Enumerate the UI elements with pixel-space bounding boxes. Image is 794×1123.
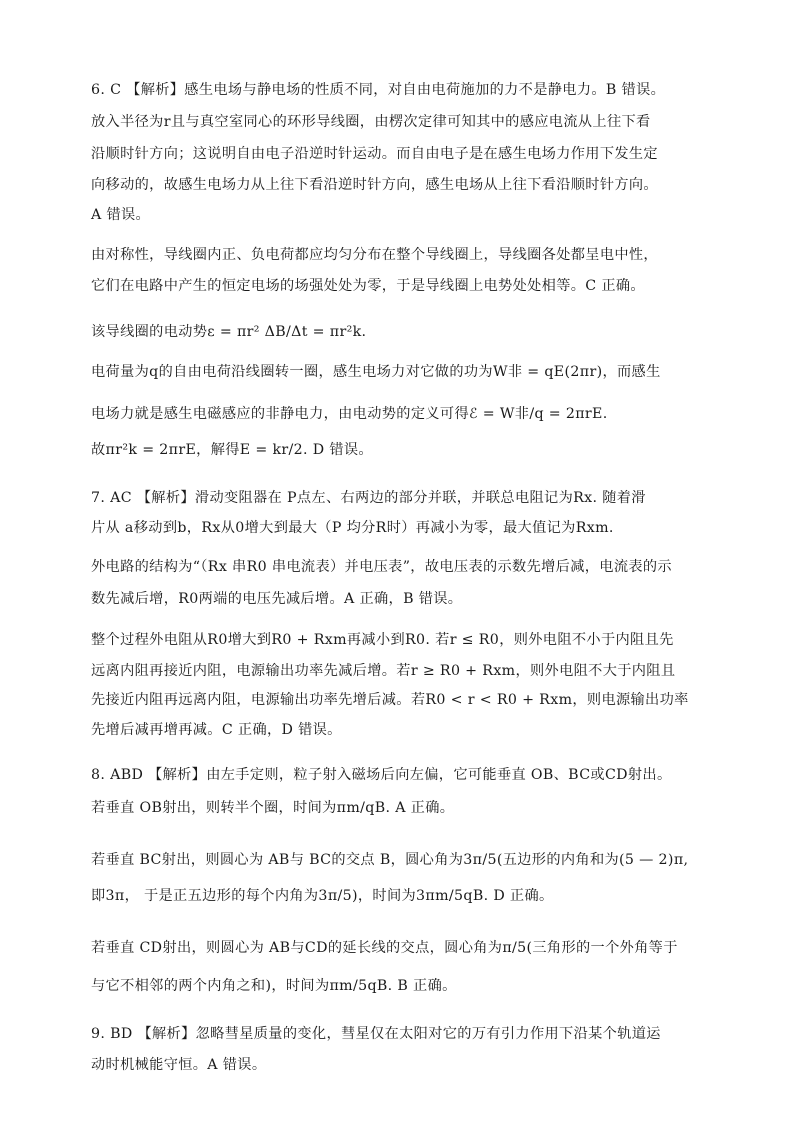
text-line: 电荷量为q的自由电荷沿线圈转一圈，感生电场力对它做的功为W非 = qE(2πr)，而感生	[91, 364, 661, 380]
text-line: 先增后减再增再减。C 正确，D 错误。	[91, 722, 342, 738]
text-line: 向移动的，故感生电场力从上往下看沿逆时针方向，感生电场从上往下看沿顺时针方向。	[91, 177, 658, 193]
formula-line: 若垂直 CD射出，则圆心为 AB与CD的延长线的交点，圆心角为π/5(三角形的一个外角等于	[91, 940, 678, 956]
formula-line: 若垂直 BC射出，则圆心为 AB与 BC的交点 B，圆心角为3π/5(五边形的内角和为(5 — 2)π,	[91, 852, 689, 868]
formula-line: 故πr²k = 2πrE，解得E = kr/2. D 错误。	[91, 442, 373, 458]
text-line: 由对称性，导线圈内正、负电荷都应均匀分布在整个导线圈上，导线圈各处都呈电中性，	[91, 247, 658, 263]
text-line: 整个过程外电阻从R0增大到R0 + Rxm再减小到R0. 若r ≤ R0，则外电阻不小于内阻且先	[91, 632, 674, 648]
formula-line: 与它不相邻的两个内角之和)，时间为πm/5qB. B 正确。	[91, 978, 457, 994]
formula-line: 若垂直 OB射出，则转半个圈，时间为πm/qB. A 正确。	[91, 800, 455, 816]
formula-line: 即3π， 于是正五边形的每个内角为3π/5)，时间为3πm/5qB. D 正确。	[91, 888, 554, 904]
text-line: 它们在电路中产生的恒定电场的场强处处为零，于是导线圈上电势处处相等。C 正确。	[91, 278, 645, 294]
formula-line: 该导线圈的电动势ε = πr² ΔB/Δt = πr²k.	[91, 324, 367, 340]
text-line: 6. C 【解析】感生电场与静电场的性质不同，对自由电荷施加的力不是静电力。B 错误。	[91, 82, 666, 98]
text-line: 动时机械能守恒。A 错误。	[91, 1057, 267, 1073]
text-line: 8. ABD 【解析】由左手定则，粒子射入磁场后向左偏，它可能垂直 OB、BC或CD射出。	[91, 767, 672, 783]
text-line: 沿顺时针方向；这说明自由电子沿逆时针运动。而自由电子是在感生电场力作用下发生定	[91, 146, 658, 162]
text-line: 片从 a移动到b，Rx从0增大到最大（P 均分R时）再减小为零，最大值记为Rxm.	[91, 520, 614, 536]
text-line: 外电路的结构为“（Rx 串R0 串电流表）并电压表”，故电压表的示数先增后减，电流表的示	[91, 559, 672, 575]
text-line: 7. AC 【解析】滑动变阻器在 P点左、右两边的部分并联，并联总电阻记为Rx. 随着滑	[91, 490, 646, 506]
text-line: A 错误。	[91, 207, 151, 223]
text-line: 先接近内阻再远离内阻，电源输出功率先增后减。若R0 < r < R0 + Rxm，则电源输出功率	[91, 692, 689, 708]
text-line: 远离内阻再接近内阻，电源输出功率先减后增。若r ≥ R0 + Rxm，则外电阻不大于内阻且	[91, 663, 676, 679]
text-line: 放入半径为r且与真空室同心的环形导线圈，由楞次定律可知其中的感应电流从上往下看	[91, 114, 651, 130]
text-line: 数先减后增，R0两端的电压先减后增。A 正确，B 错误。	[91, 591, 463, 607]
formula-line: 电场力就是感生电磁感应的非静电力，由电动势的定义可得ℰ = W非/q = 2πrE.	[91, 406, 608, 422]
text-line: 9. BD 【解析】忽略彗星质量的变化，彗星仅在太阳对它的万有引力作用下沿某个轨道运	[91, 1026, 661, 1042]
